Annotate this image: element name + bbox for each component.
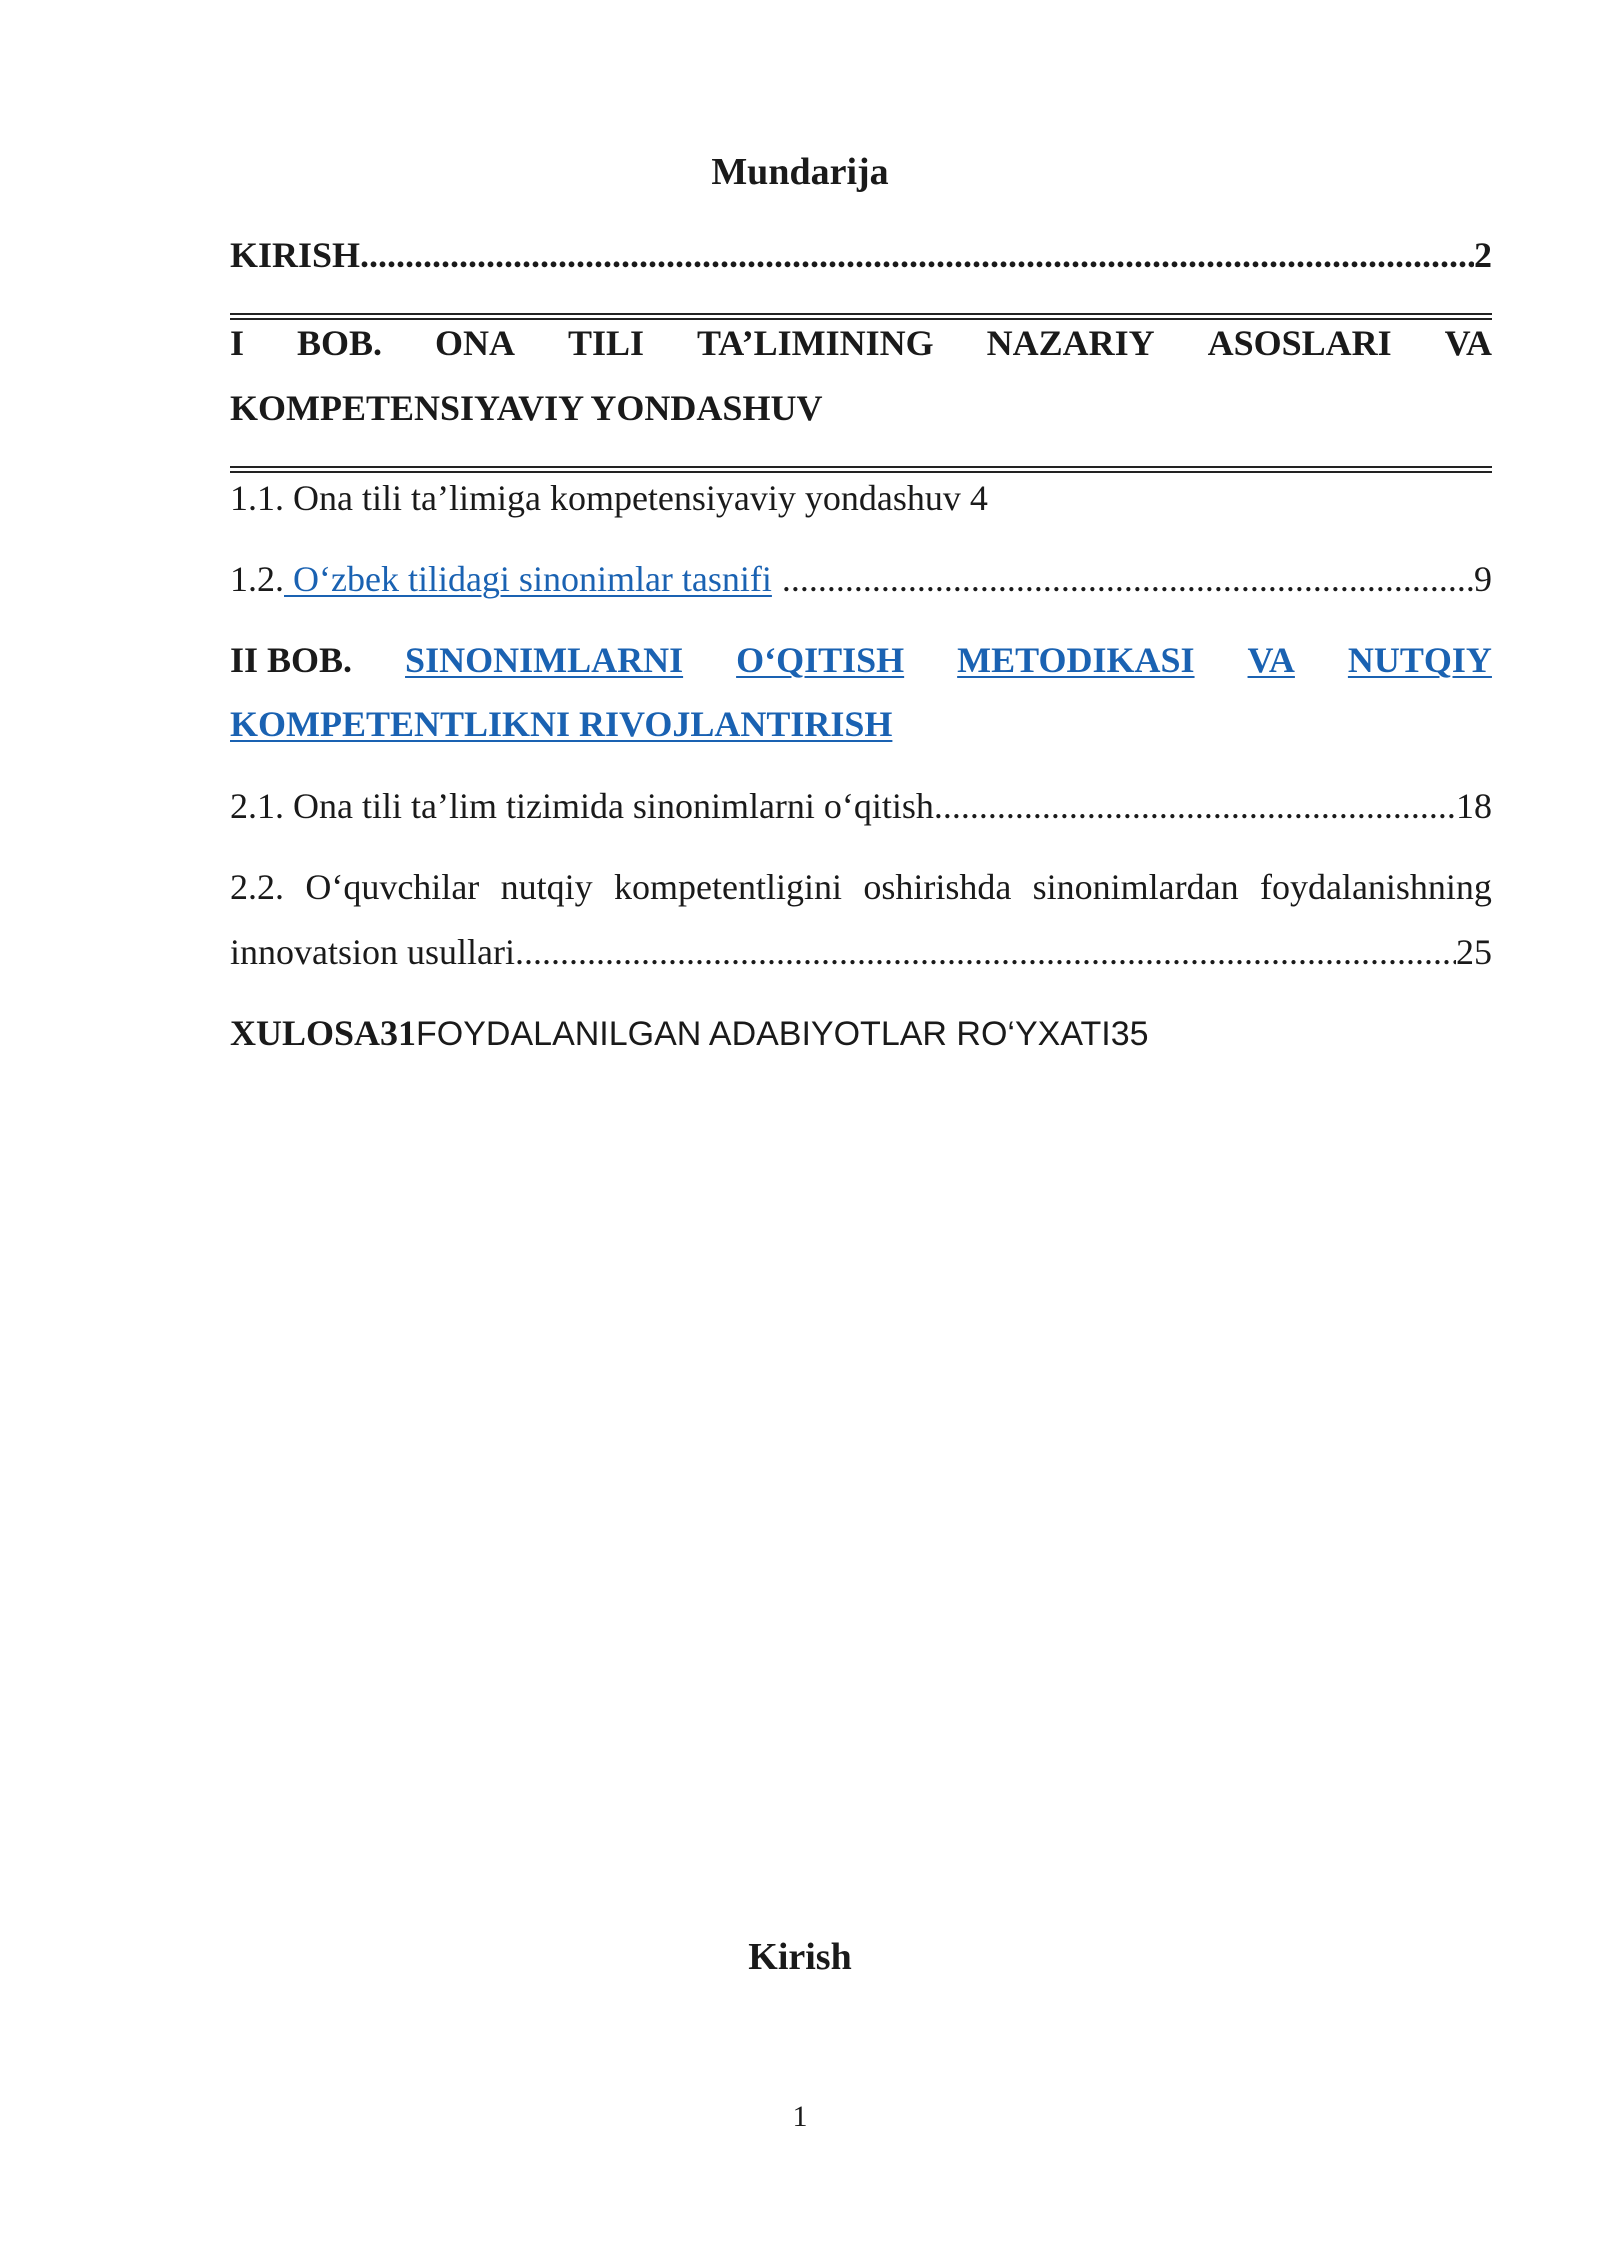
toc-chapter-2-line1[interactable] (230, 637, 1492, 683)
word[interactable]: NUTQIY (1347, 640, 1492, 680)
word: BOB. (296, 323, 383, 363)
toc-entry-label: 2.1. Ona tili ta’lim tizimida sinonimlarni o‘qitish (230, 786, 934, 826)
word: kompetentligini (613, 867, 842, 907)
page-number: 1 (792, 2100, 808, 2133)
toc-chapter-2-line2[interactable] (230, 701, 892, 747)
word[interactable]: METODIKASI (957, 640, 1195, 680)
word[interactable]: O‘QITISH (736, 640, 905, 680)
word[interactable]: VA (1247, 640, 1295, 680)
word: sinonimlardan (1032, 867, 1239, 907)
toc-entry-page: 18 (1456, 786, 1492, 826)
word: foydalanishning (1259, 867, 1492, 907)
toc-entry-1-1[interactable]: 1.1. Ona tili ta’limiga kompetensiyaviy yondashuv 4 (230, 478, 988, 518)
word: ONA (434, 323, 515, 363)
toc-entry-page: 9 (1474, 559, 1492, 599)
toc-entry-page: 25 (1456, 932, 1492, 972)
word: I (230, 323, 245, 363)
word: TA’LIMINING (696, 323, 934, 363)
double-rule (230, 313, 1492, 320)
word[interactable]: SINONIMLARNI (405, 640, 684, 680)
word: 2.2. (230, 867, 284, 907)
toc-entry-link[interactable]: O‘zbek tilidagi sinonimlar tasnifi (284, 559, 772, 599)
word: TILI (567, 323, 644, 363)
dot-leader (782, 556, 1474, 602)
word: nutqiy (500, 867, 593, 907)
bibliography-label: FOYDALANILGAN ADABIYOTLAR RO‘YXATI35 (416, 1015, 1149, 1053)
toc-entry-kirish[interactable] (230, 232, 1492, 278)
dot-leader (515, 929, 1456, 975)
toc-entry-label: KIRISH (230, 235, 361, 275)
toc-entry-number: 1.2. (230, 559, 284, 599)
dot-leader (360, 232, 1474, 278)
toc-entry-label: innovatsion usullari (230, 932, 515, 972)
conclusion-label: XULOSA31 (230, 1013, 417, 1053)
chapter-prefix: II BOB. (230, 640, 353, 680)
section-title-kirish: Kirish (748, 1936, 852, 1978)
toc-title: Mundarija (711, 151, 889, 193)
toc-chapter-1-line1[interactable] (230, 320, 1492, 366)
toc-chapter-1-line2[interactable]: KOMPETENSIYAVIY YONDASHUV (230, 388, 823, 428)
toc-entry-1-2[interactable] (230, 556, 1492, 602)
dot-leader (934, 783, 1456, 829)
word: O‘quvchilar (305, 867, 480, 907)
chapter-link[interactable]: KOMPETENTLIKNI RIVOJLANTIRISH (230, 704, 893, 744)
toc-entry-2-2-line1[interactable] (230, 864, 1492, 910)
word: NAZARIY (986, 323, 1155, 363)
word: ASOSLARI (1207, 323, 1392, 363)
toc-entry-conclusion[interactable] (230, 1010, 1149, 1057)
toc-entry-page: 2 (1474, 235, 1492, 275)
double-rule (230, 466, 1492, 473)
toc-entry-2-1[interactable] (230, 783, 1492, 829)
word: VA (1444, 323, 1492, 363)
toc-entry-2-2-line2[interactable] (230, 929, 1492, 975)
word: oshirishda (863, 867, 1012, 907)
